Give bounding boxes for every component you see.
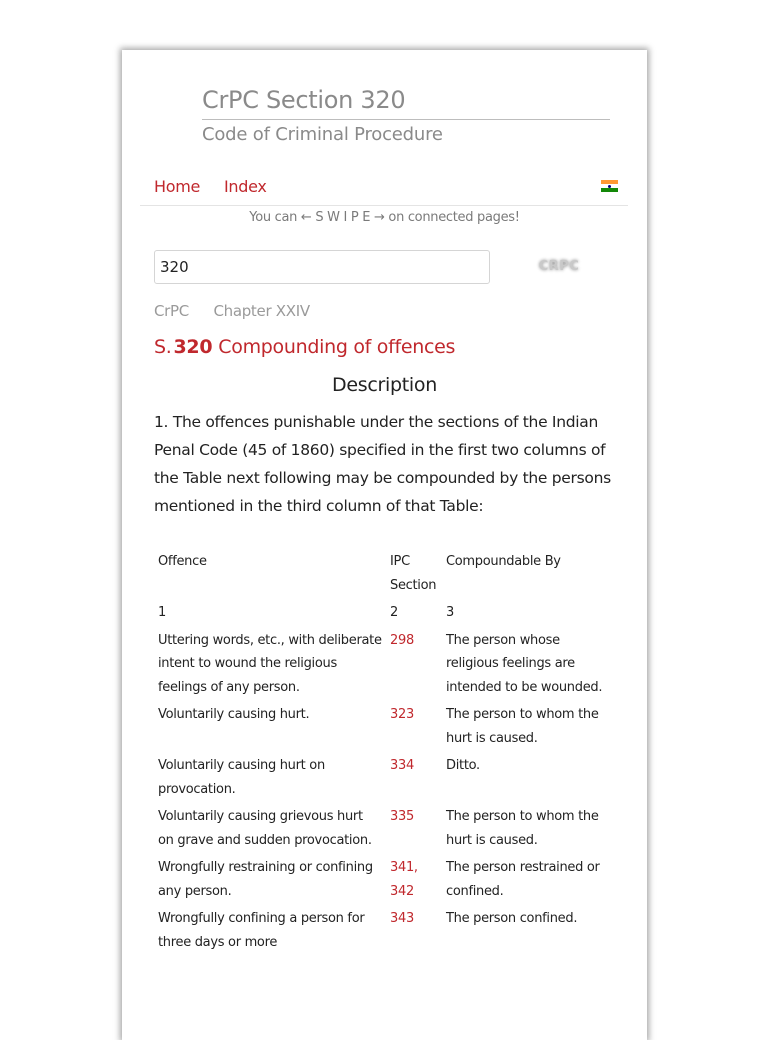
compoundable-by-cell: The person to whom the hurt is caused. bbox=[446, 707, 599, 746]
ipc-section-cell bbox=[386, 627, 442, 702]
offence-cell: Wrongfully confining a person for three days or more bbox=[158, 911, 365, 950]
table-number-row bbox=[154, 599, 616, 627]
breadcrumb-chapter[interactable]: Chapter XXIV bbox=[213, 302, 310, 320]
ipc-section-link[interactable]: 334 bbox=[390, 758, 414, 773]
offence-cell: Voluntarily causing hurt. bbox=[158, 707, 310, 722]
description-paragraph: 1. The offences punishable under the sections of the Indian Penal Code (45 of 1860) specified in the first two columns of the Table next following may be compounded by the persons mentioned in the third column of that Table: bbox=[154, 413, 611, 515]
compoundable-by-cell: Ditto. bbox=[446, 758, 480, 773]
swipe-hint: You can ← S W I P E → on connected pages! bbox=[249, 210, 520, 225]
table-header-offence: Offence bbox=[158, 554, 207, 569]
ipc-section-link[interactable]: 335 bbox=[390, 809, 414, 824]
table-header-ipc-section: IPC Section bbox=[390, 554, 437, 593]
breadcrumb-code[interactable]: CrPC bbox=[154, 302, 189, 320]
ipc-section-cell bbox=[386, 752, 442, 803]
ipc-section-link[interactable]: 341, 342 bbox=[390, 860, 418, 899]
table-header-row bbox=[154, 548, 616, 599]
ipc-section-link[interactable]: 343 bbox=[390, 911, 414, 926]
offence-cell: Wrongfully restraining or confining any person. bbox=[158, 860, 373, 899]
table-row bbox=[154, 627, 616, 702]
nav-bar bbox=[140, 167, 628, 206]
ipc-section-cell bbox=[386, 854, 442, 905]
section-heading bbox=[154, 336, 455, 358]
site-header bbox=[202, 84, 610, 145]
table-row bbox=[154, 854, 616, 905]
page-title: CrPC Section 320 bbox=[202, 84, 610, 120]
compoundable-by-cell: The person to whom the hurt is caused. bbox=[446, 809, 599, 848]
ipc-section-cell bbox=[386, 701, 442, 752]
ipc-section-link[interactable]: 323 bbox=[390, 707, 414, 722]
section-prefix: S. bbox=[154, 336, 172, 358]
offences-table bbox=[154, 548, 616, 956]
ipc-section-cell bbox=[386, 905, 442, 956]
india-flag-icon[interactable] bbox=[601, 180, 618, 192]
compoundable-by-cell: The person confined. bbox=[446, 911, 578, 926]
nav-index-link[interactable]: Index bbox=[224, 177, 267, 196]
breadcrumb bbox=[154, 302, 330, 320]
section-title: Compounding of offences bbox=[218, 336, 456, 358]
nav-home-link[interactable]: Home bbox=[154, 177, 201, 196]
crpc-search-button[interactable]: CRPC bbox=[530, 254, 588, 278]
offence-cell: Voluntarily causing hurt on provocation. bbox=[158, 758, 325, 797]
table-row bbox=[154, 752, 616, 803]
description-heading: Description bbox=[332, 374, 437, 396]
offence-cell: Uttering words, etc., with deliberate intent to wound the religious feelings of any person. bbox=[158, 632, 382, 695]
ipc-section-cell bbox=[386, 803, 442, 854]
compoundable-by-cell: The person restrained or confined. bbox=[446, 860, 600, 899]
table-number-cell: 3 bbox=[446, 605, 454, 620]
table-row bbox=[154, 803, 616, 854]
table-number-cell: 1 bbox=[158, 605, 166, 620]
content-card bbox=[122, 50, 647, 1040]
flag-green-band bbox=[601, 188, 618, 192]
offence-cell: Voluntarily causing grievous hurt on grave and sudden provocation. bbox=[158, 809, 372, 848]
table-row bbox=[154, 701, 616, 752]
table-row bbox=[154, 905, 616, 956]
page-subtitle: Code of Criminal Procedure bbox=[202, 124, 443, 145]
ipc-section-link[interactable]: 298 bbox=[390, 632, 414, 648]
section-search-input[interactable] bbox=[154, 250, 490, 284]
compoundable-by-cell: The person whose religious feelings are intended to be wounded. bbox=[446, 632, 603, 695]
table-number-cell: 2 bbox=[390, 605, 398, 620]
table-header-compoundable-by: Compoundable By bbox=[446, 554, 561, 569]
section-number: 320 bbox=[173, 336, 213, 358]
